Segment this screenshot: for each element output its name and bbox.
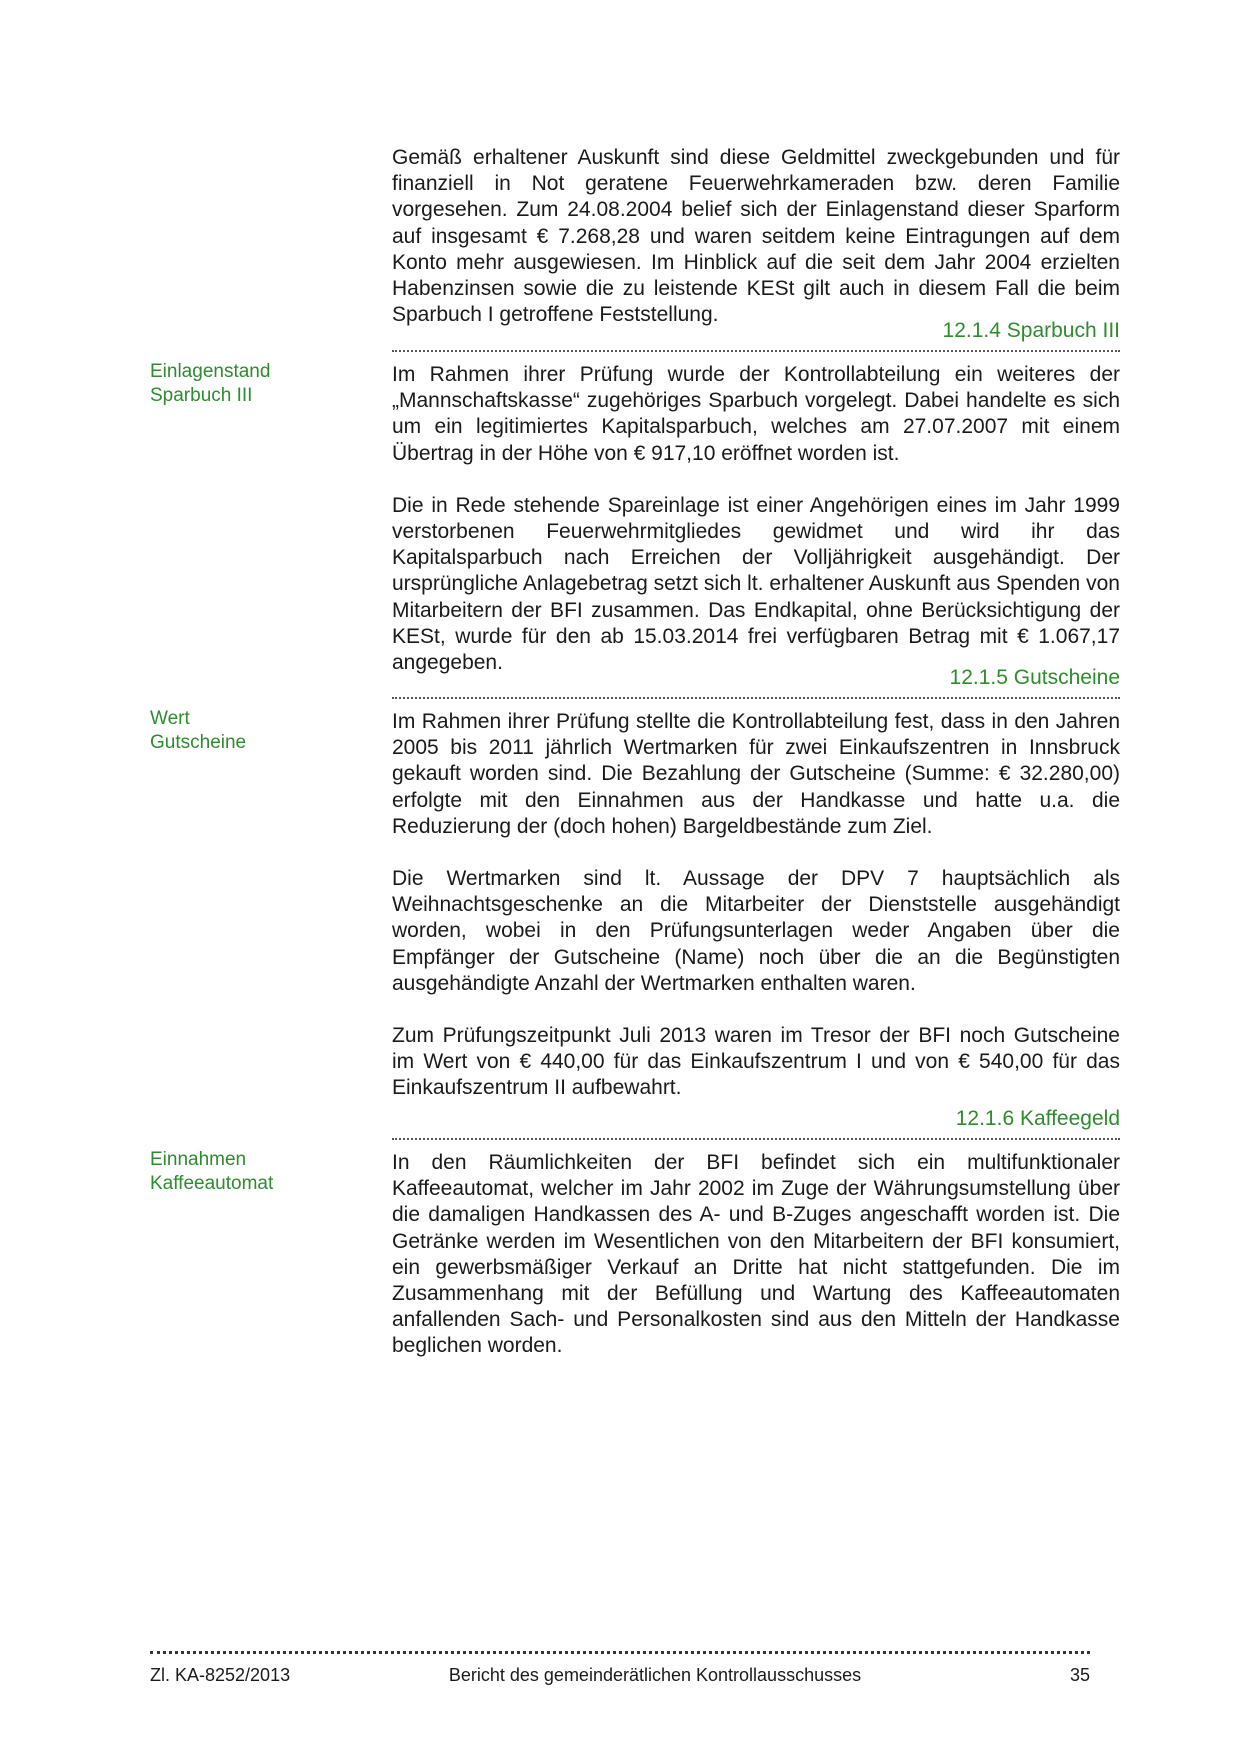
- intro-paragraph: Gemäß erhaltener Auskunft sind diese Geldmittel zweckgebunden und für finanziell in Not geratene Feuerwehrkameraden bzw. deren Familie vorgesehen. Zum 24.08.2004 belief sich der Einlagenstand dieser Sparform auf insgesamt € 7.268,28 und waren seitdem keine Eintragungen auf dem Konto mehr ausgewiesen. Im Hinblick auf die seit dem Jahr 2004 erzielten Habenzinsen sowie die zu leistende KESt gilt auch in diesem Fall die beim Sparbuch I getroffene Feststellung.: [392, 146, 1120, 327]
- margin-note-einnahmen-kaffeeautomat: [150, 1148, 370, 1196]
- footer-title: Bericht des gemeinderätlichen Kontrollausschusses: [448, 1665, 862, 1685]
- paragraph: Die in Rede stehende Spareinlage ist einer Angehörigen eines im Jahr 1999 verstorbenen Feuerwehrmitgliedes gewidmet und wird ihr das Kapitalsparbuch nach Erreichen der Volljährigkeit ausgehändigt. Der ursprüngliche Anlagebetrag setzt sich lt. erhaltener Auskunft aus Spenden von Mitarbeitern der BFI zusammen. Das Endkapital, ohne Berücksichtigung der KESt, wurde für den ab 15.03.2014 frei verfügbaren Betrag mit € 1.067,17 angegeben.: [392, 493, 1120, 675]
- section-body-gutscheine: [392, 709, 1120, 1102]
- section-heading-gutscheine: 12.1.5 Gutscheine: [392, 665, 1120, 699]
- margin-note-wert-gutscheine: [150, 707, 370, 755]
- footer-divider: [150, 1651, 1090, 1654]
- paragraph: Zum Prüfungszeitpunkt Juli 2013 waren im Tresor der BFI noch Gutscheine im Wert von € 440,00 für das Einkaufszentrum I und von € 540,00 für das Einkaufszentrum II aufbewahrt.: [392, 1024, 1120, 1100]
- margin-note-line: Sparbuch III: [150, 385, 253, 406]
- page-number: 35: [1069, 1665, 1090, 1685]
- section-body-sparbuch-iii: [392, 362, 1120, 676]
- section-body-kaffeegeld: [392, 1150, 1120, 1360]
- paragraph: Im Rahmen ihrer Prüfung wurde der Kontrollabteilung ein weiteres der „Mannschaftskasse“ zugehöriges Sparbuch vorgelegt. Dabei handelte es sich um ein legitimiertes Kapitalsparbuch, welches am 27.07.2007 mit einem Übertrag in der Höhe von € 917,10 eröffnet worden ist.: [392, 363, 1120, 465]
- footer-reference: Zl. KA-8252/2013: [150, 1665, 291, 1685]
- margin-note-line: Kaffeeautomat: [150, 1173, 274, 1194]
- paragraph: Die Wertmarken sind lt. Aussage der DPV 7 hauptsächlich als Weihnachtsgeschenke an die Mitarbeiter der Dienststelle ausgehändigt worden, wobei in den Prüfungsunterlagen weder Angaben über die Empfänger der Gutscheine (Name) noch über die an die Begünstigten ausgehändigte Anzahl der Wertmarken enthalten waren.: [392, 867, 1120, 995]
- paragraph: Im Rahmen ihrer Prüfung stellte die Kontrollabteilung fest, dass in den Jahren 2005 bis 2011 jährlich Wertmarken für zwei Einkaufszentren in Innsbruck gekauft worden sind. Die Bezahlung der Gutscheine (Summe: € 32.280,00) erfolgte mit den Einnahmen aus der Handkasse und hatte u.a. die Reduzierung der (doch hohen) Bargeldbestände zum Ziel.: [392, 710, 1120, 838]
- margin-note-line: Einlagenstand: [150, 361, 271, 382]
- margin-note-line: Einnahmen: [150, 1149, 247, 1170]
- section-heading-sparbuch-iii: 12.1.4 Sparbuch III: [392, 318, 1120, 352]
- margin-note-line: Gutscheine: [150, 732, 247, 753]
- margin-note-einlagenstand: [150, 360, 370, 408]
- paragraph: In den Räumlichkeiten der BFI befindet sich ein multifunktionaler Kaffeeautomat, welcher im Jahr 2002 im Zuge der Währungsumstellung über die damaligen Handkassen des A- und B-Zuges angeschafft worden ist. Die Getränke werden im Wesentlichen von den Mitarbeitern der BFI konsumiert, ein gewerbsmäßiger Verkauf an Dritte hat nicht stattgefunden. Die im Zusammenhang mit der Befüllung und Wartung des Kaffeeautomaten anfallenden Sach- und Personalkosten sind aus den Mitteln der Handkasse beglichen worden.: [392, 1151, 1120, 1358]
- margin-note-line: Wert: [150, 708, 190, 729]
- intro-block: [392, 145, 1120, 328]
- section-heading-kaffeegeld: 12.1.6 Kaffeegeld: [392, 1106, 1120, 1140]
